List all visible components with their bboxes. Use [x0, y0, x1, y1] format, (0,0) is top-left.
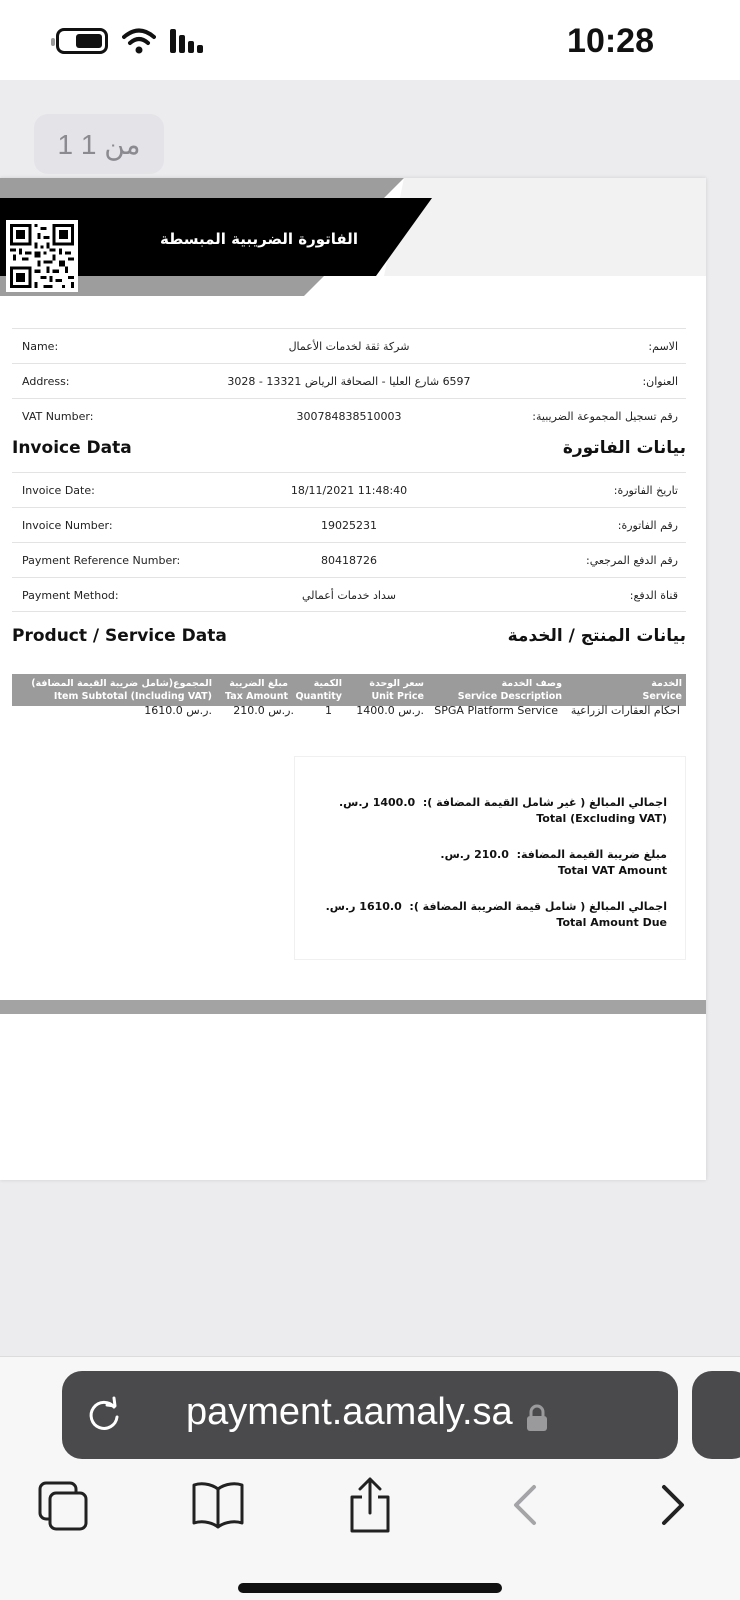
invoice-date-label: Invoice Date:	[22, 484, 95, 497]
total-vat-label-ar: مبلغ ضريبة القيمة المضافة:	[516, 848, 667, 861]
battery-icon	[56, 28, 108, 54]
invoice-data-heading: Invoice Data	[12, 438, 132, 458]
vat-number-row	[12, 398, 686, 433]
th-description: وصف الخدمة Service Description	[457, 678, 562, 702]
invoice-date-value: 18/11/2021 11:48:40	[290, 484, 408, 497]
invoice-number-label-ar: رقم الفاتورة:	[617, 519, 678, 532]
address-value: 6597 شارع العليا - الصحافة الرياض 13321 - 3028	[227, 375, 471, 388]
invoice-number-row	[12, 507, 686, 542]
wifi-icon	[122, 28, 156, 54]
address-label: Address:	[22, 375, 70, 388]
vat-number-label-ar: رقم تسجيل المجموعة الضريبية:	[532, 410, 678, 423]
cell-subtotal: 1610.0 ر.س.	[144, 704, 212, 717]
total-vat-label: Total VAT Amount	[557, 864, 667, 877]
address-bar[interactable]	[62, 1371, 678, 1459]
payment-method-label-ar: قناة الدفع:	[629, 589, 678, 602]
cell-description: SPGA Platform Service	[434, 704, 558, 717]
payment-reference-row	[12, 542, 686, 577]
payment-reference-label-ar: رقم الدفع المرجعي:	[586, 554, 678, 567]
product-data-heading: Product / Service Data	[12, 626, 227, 646]
invoice-data-heading-ar: بيانات الفاتورة	[562, 438, 686, 458]
product-data-heading-ar: بيانات المنتج / الخدمة	[507, 626, 686, 646]
total-amount-due-label: Total Amount Due	[556, 916, 667, 929]
name-label: Name:	[22, 340, 59, 353]
cell-service: احكام العقارات الزراعية	[570, 704, 680, 717]
vat-number-label: VAT Number:	[22, 410, 94, 423]
total-vat-amount	[440, 847, 667, 879]
total-amount-due-label-ar: اجمالي المبالغ ( شامل قيمة الضريبة المضافة ):	[409, 900, 667, 913]
total-amount-due	[326, 899, 667, 931]
reload-icon[interactable]	[84, 1395, 124, 1435]
total-amount-due-value: 1610.0 ر.س.	[325, 900, 402, 913]
invoice-date-row	[12, 472, 686, 507]
name-value: شركة ثقة لخدمات الأعمال	[288, 340, 410, 353]
invoice-number-label: Invoice Number:	[22, 519, 113, 532]
payment-method-value: سداد خدمات أعمالي	[302, 589, 396, 602]
totals-box	[294, 756, 686, 960]
status-bar	[0, 0, 740, 80]
vat-number-value: 300784838510003	[296, 410, 402, 423]
forward-icon[interactable]	[642, 1475, 702, 1535]
invoice-title: الفاتورة الضريبية المبسطة	[160, 230, 358, 248]
bookmarks-icon[interactable]	[188, 1475, 248, 1535]
lock-icon	[524, 1403, 550, 1433]
th-quantity: الكمية Quantity	[295, 678, 342, 702]
th-unit-price: سعر الوحدة Unit Price	[369, 678, 424, 702]
th-item-subtotal: المجموع(شامل ضريبة القيمة المضافة) Item Subtotal (Including VAT)	[31, 678, 212, 702]
tabs-icon[interactable]	[34, 1475, 94, 1535]
address-row	[12, 363, 686, 398]
total-vat-amount-value: 210.0 ر.س.	[440, 848, 509, 861]
total-excluding-vat	[339, 795, 667, 827]
cell-quantity: 1	[325, 704, 332, 717]
home-indicator	[238, 1583, 502, 1593]
url-text[interactable]: payment.aamaly.sa	[186, 1391, 513, 1433]
address-label-ar: العنوان:	[642, 375, 678, 388]
name-label-ar: الاسم:	[648, 340, 678, 353]
th-tax-amount: مبلغ الضريبة Tax Amount	[225, 678, 288, 702]
status-time: 10:28	[567, 22, 654, 60]
share-icon[interactable]	[340, 1475, 400, 1535]
payment-method-label: Payment Method:	[22, 589, 119, 602]
qr-code-icon	[6, 220, 78, 292]
browser-toolbar	[0, 1356, 740, 1600]
signal-icon	[170, 29, 203, 53]
payment-reference-value: 80418726	[321, 554, 377, 567]
total-excluding-vat-label: Total (Excluding VAT)	[536, 812, 667, 825]
cell-tax: 210.0 ر.س.	[233, 704, 294, 717]
name-row	[12, 328, 686, 363]
page-indicator: 1 من 1	[34, 114, 164, 174]
next-tab-preview[interactable]	[692, 1371, 740, 1459]
back-icon[interactable]	[496, 1475, 556, 1535]
payment-method-row	[12, 577, 686, 612]
cell-unit-price: 1400.0 ر.س.	[356, 704, 424, 717]
document-footer-bar	[0, 1000, 706, 1014]
total-excluding-vat-label-ar: اجمالي المبالغ ( غير شامل القيمة المضافة ):	[422, 796, 667, 809]
total-excluding-vat-amount: 1400.0 ر.س.	[339, 796, 416, 809]
invoice-date-label-ar: تاريخ الفاتورة:	[613, 484, 678, 497]
th-service: الخدمة Service	[642, 678, 682, 702]
payment-reference-label: Payment Reference Number:	[22, 554, 181, 567]
invoice-document	[0, 178, 706, 1180]
invoice-number-value: 19025231	[321, 519, 377, 532]
product-table-header	[12, 674, 686, 706]
